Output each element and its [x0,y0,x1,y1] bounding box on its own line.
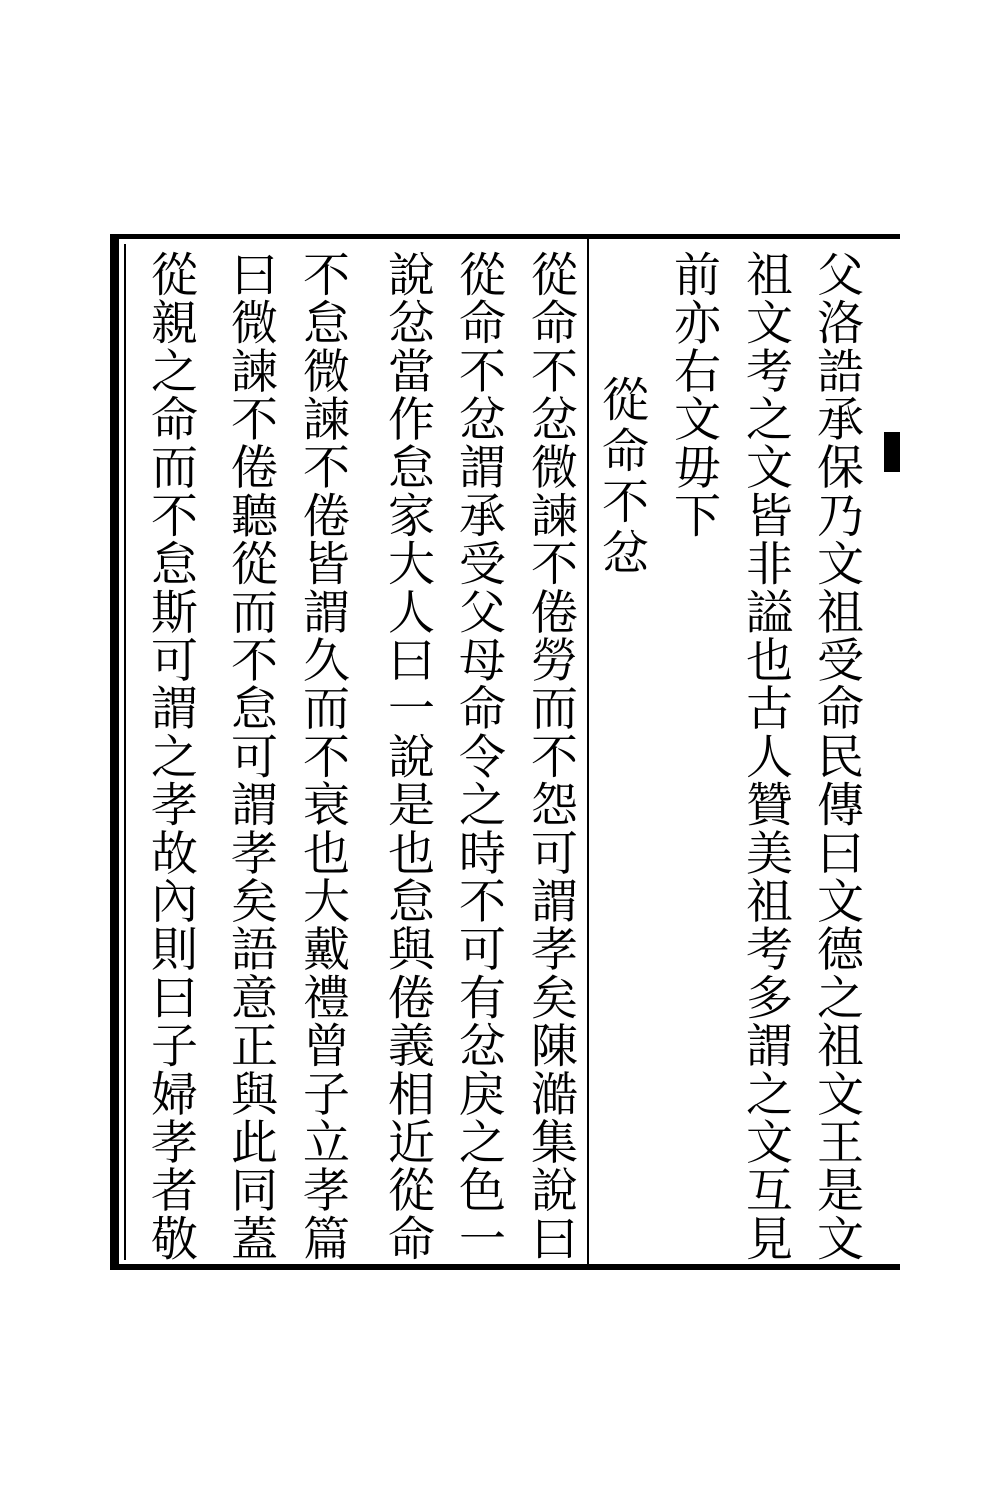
text-column-2 [735,250,795,1263]
column-text: 曰微諫不倦聽從而不怠可謂孝矣語意正與此同蓋 [223,250,278,1263]
text-column-6 [448,250,508,1263]
text-column-3 [663,250,723,1260]
column-text: 從親之命而不怠斯可謂之孝故內則曰子婦孝者敬 [143,250,198,1263]
column-text: 前亦右文毋下 [666,250,721,540]
column-text: 父洛誥承保乃文祖受命民傳曰文德之祖文王是文 [809,250,864,1263]
fold-marker [884,432,900,472]
text-column-7 [377,250,437,1263]
column-text: 祖文考之文皆非謚也古人贊美祖考多謂之文互見 [738,250,793,1263]
text-column-5 [520,250,580,1263]
text-column-8 [292,250,352,1263]
column-text: 從命不忿謂承受父母命令之時不可有忿戾之色一 [451,250,506,1263]
column-rule [587,238,589,1264]
section-heading [591,375,651,1385]
text-column-9 [220,250,280,1263]
text-column-1 [806,250,866,1263]
inner-border-line [124,244,126,1260]
heading-text: 從命不忿 [594,375,649,579]
column-text: 說忿當作怠家大人曰一說是也怠與倦義相近從命 [380,250,435,1263]
column-text: 不怠微諫不倦皆謂久而不衰也大戴禮曾子立孝篇 [295,250,350,1263]
text-column-10 [140,250,200,1263]
column-text: 從命不忿微諫不倦勞而不怨可謂孝矣陳澔集說曰 [523,250,578,1263]
